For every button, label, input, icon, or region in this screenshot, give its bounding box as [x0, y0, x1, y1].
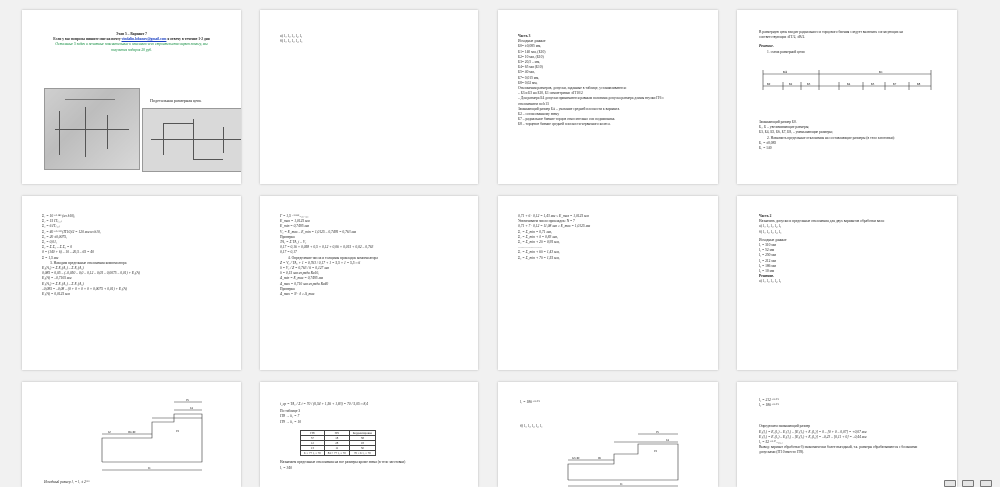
dim-label: l6=l0: [128, 430, 136, 434]
chain-label: Б1: [879, 70, 883, 74]
dim-label: l2=l0: [572, 456, 580, 460]
page-1-title: Этап 5 – Вариант 7: [116, 32, 147, 36]
page-5: Σ₁ = 10⁺⁰·⁰⁸⁵ (из h10), Σ₂ = 15 IT₍₁₀₎ Σ₃ = 6 IT₍₁₀₎ Σ₄ = 40⁺⁰·¹⁰⁰ (IT10)/2 = 120 мм из h10, Σ₅ = 20 ±0,0075, Σ₆ = 0,01, Σ₀ = Σ Σ₀ – Σ Σ₀ = 0 0 = (140 + 6) – 10 – 20,5 – 65 = 40 Σ = 1,5 мм 3. Находим предельные отклонения компенсатора Е₀(А₀) = Σ Е₀(А₀) – Σ Е₀(А₀) 0,085 = 0,05 – (–0,050 – 0,0 – 0,12 – 0,05 – 0,0075 – 0,01) + Е₀(А) Е₀(А) = –0,7105 мм Е₁(А₀) = Σ Е₁(А₀) – Σ Е₁(А₀) –0,085 = –0,08 – (0 + 0 + 0 + 0 + 0,0075 + 0,01) + Е₁(А) Е₁(А) = 0,0125 мм: [22, 196, 241, 370]
table-row: 57 18 58: [301, 436, 376, 441]
chain-label: Б3: [807, 82, 811, 86]
page-1-contact: Если у вас вопросы пишите мне на почту vindalin.lobanov@gmail.com я отвечу в течение 1-2 дня: [53, 37, 210, 42]
page-1-note-2: получится подарок 20 руб.: [111, 47, 152, 52]
technical-drawing-photo: [44, 88, 140, 170]
page-3-body: Исходные данные Б0= ±0,085 мм, Б1= 140 мм, (Б10) Б2= 10 мм, (Б10) Б3= 20,5 – мм, Б4= 65 мм (Б10) Б5= 40 мм, Б7= 0,015 мм, Б8= 0,02 мм, Отклонения размеров, допуски, заданные в таблице, устанавливаются: – Б3 и Б5 на Б10, Б1 симметрично ±IT10/2 – Для размера Б4 допуски принимаются равным половина допуска размера длины втулки IT6 с отклонением по h13 Замыкающий размер Б∆ – указание средней плоскости к варианта. Б2 – согласованному звену Б7 – радиальное биение торцов относительно оси подшипника. Б8 – торцевое биение средней плоскости червячного колеса.: [518, 39, 664, 127]
chain-label: Б5: [871, 82, 875, 86]
dim-label: l6: [598, 456, 601, 460]
page-4: В размерную цепь входит радиального и торцового биения следует включать согласующих на соответствующих ±IT/2, ±В/2. Решение. 1. схема размерной цепи Б∆ Б0 Б1 Б2 Б3 Б4 Б5 Б7 Б8 Замыкающий размер Б0. Б₁, Б – увеличивающие размеры; Б3, Б4, Б5, Б6, Б7, Б8, – уменьшающие размеры; 2. Назначить предельные отклонения на составляющие размеры (в тело заготовки): Б₁ = ±0,085 Б₁ = 140: [737, 10, 957, 184]
page-2: [260, 10, 478, 184]
page-2-line-2: б) l₁, l₂, l₃, l₄, l₅: [280, 39, 303, 44]
dim-label: l4: [666, 438, 669, 442]
chain-label: Б2: [789, 82, 793, 86]
page-3: [498, 10, 718, 184]
chain-label: Б4: [847, 82, 851, 86]
dim-label: l4: [190, 406, 193, 410]
dimension-chain-diagram: [759, 66, 935, 94]
dim-label: l3: [176, 429, 179, 433]
dim-label: l1: [148, 466, 151, 470]
web-layout-icon[interactable]: [980, 480, 992, 487]
tolerance-table: [300, 430, 376, 456]
view-controls: [0, 479, 1000, 487]
chain-label: Б7: [893, 82, 897, 86]
page-12: l₄ = 212⁺⁰·⁰⁷² l₅ = 186⁺⁰·⁰⁷² Определяем замыкающий размер Е₀(l₀) = Е₀(l₃) – Е₁(l₄) – [Е₁(l₅) + Е₁(l₆)] = 0 – [0 + 0 – 0,07] = +0,07 мм Е₁(l₀) = Е₁(l₃) – Е₀(l₄) – [Е₀(l₅) + Е₀(l₆)] = –0,23 – [0,11 + 0] = –0,44 мм l₀ = 52⁺⁰·⁰⁷₋₀,₄₄ Вывод: вариант обработки б) экономически более выгодный, т.к. размеры обрабатываются с большими допусками (IT10 вместо IT8).: [737, 382, 957, 487]
page-7: 0,71 + 6 · 0,12 = 1,43 мм ≤ Е_max = 1,0125 мм Увеличиваем число прокладок: N = 7 0,71 + 7 · 0,12 = 11,08 мм ≥ Е_max = 1,0125 мм Σ₁ = Σ_min = 0,71 мм, Σ₂ = Σ_min + δ = 0,83 мм, Σ₃ = Σ_min + 2δ = 0,95 мм, ........................... Σ₇ = Σ_min + 6δ = 1,43 мм, Σ₈ = Σ_min + 7δ = 1,55 мм,: [498, 196, 718, 370]
page-11: l₁ = 186⁺⁰·⁰⁷² б) l₁, l₂, l₃, l₄, l₅ l5 l4 l3 l2=l0 l6 l1: [498, 382, 718, 487]
table-header-row: IT8 IT9 Корректировка: [301, 431, 376, 436]
page-4-solution: Решение.: [759, 44, 774, 49]
email-link[interactable]: vindalin.lobanov@gmail.com: [121, 37, 167, 42]
table-row: 13 11 50: [301, 446, 376, 451]
table-row: 12 28 18: [301, 441, 376, 446]
dim-label: l5: [186, 398, 189, 402]
dim-label: l5: [656, 430, 659, 434]
page-1: [22, 10, 241, 184]
page-8: Часть 2 Назначить допуски и предельные отклонения для двух вариантов обработки вала: а) l₁, l₂, l₃, l₄, l₅ б) l₁, l₂, l₃, l₄, l₅ Исходные данные l₁ = 310 мм l₂ = 52 мм l₃ = 250 мм l₄ = 212 мм l₅ = 186 мм l₆ = 10 мм Решение. а) l₁, l₂, l₃, l₄, l₅: [737, 196, 957, 370]
shaft-dimension-diagram: [82, 392, 241, 482]
print-layout-icon[interactable]: [962, 480, 974, 487]
page-10: i_ср = ТА₀ / Σ i = 70 / (0,54 + 1,56 + 1,83) = 70 / 5,05 ≈ 8,4 По таблице 3 IT8 → k₃ = 7 IT9 → k₃ = 10 IT8 IT9 Корректировка 57 18 58 12 28 18 13 11 50 Σ = 77 l₃ = 70 84 > 77 l₃ = 70 70 = Σ l₃ = 70 Назначаем предельные отклонения на все размеры кроме звена (в тело заготовки) l₁ = 340: [260, 382, 478, 487]
page-2-line-1: а) l₁, l₂, l₃, l₄, l₅: [280, 34, 303, 38]
table-row: Σ = 77 l₃ = 70 84 > 77 l₃ = 70 70 = Σ l₃ = 70: [301, 451, 376, 456]
chain-label: Б∆: [783, 70, 788, 74]
read-mode-icon[interactable]: [944, 480, 956, 487]
dim-label: l1: [620, 482, 623, 486]
shaft-drawing-photo: [142, 108, 241, 172]
dim-label: l3: [654, 449, 657, 453]
drawing-label: Подетальная размерная цепь: [150, 98, 202, 103]
chain-label: Б8: [917, 82, 921, 86]
page-3-heading: Часть 3: [518, 34, 531, 38]
page-1-note-1: Остальные 5 задач и печатные пояснительные к описанию чего строительство варит помогу, мы: [55, 42, 208, 47]
dim-label: l2: [108, 430, 111, 434]
page-9: l5 l4 l3 l2 l6=l0 l1 Исходный размер l₁ = l₁ ± 2⁰·⁵: [22, 382, 241, 487]
page-8-heading: Часть 2: [759, 214, 772, 218]
page-6: Г = 1,5 ⁺⁰·¹²⁵₋₀,₇₁₀₅ Е_max = 1,0125 мм Е_min = 0,7495 мм V₀ = Е_max – Е_min = 1,0125 – 0,7495 = 0,763 мм Проверка ТА₀ = Σ ТА_i – V₀ 0,17 = 0,16 + 0,058 + 0,5 + 0,12 + 0,06 + 0,015 + 0,02 – 0,763 0,17 = 0,17 4. Определение числа и толщины прокладок компенсатора Z = V₀ / ТА₀ + 1 = 0,763 / 0,17 + 1 = 5,5 + 1 = 5,5 ≈ 6 δ = V₀ / Z = 0,763 / 6 = 0,127 мм δ = 0,15 мм из ряда Ra10, Δ_min = Е_max = 0,7495 мм Δ_max = 0,710 мм из ряда Ra40 Проверка Δ_max = N · δ ≥ Δ_max: [260, 196, 478, 370]
chain-label: Б0: [767, 82, 771, 86]
